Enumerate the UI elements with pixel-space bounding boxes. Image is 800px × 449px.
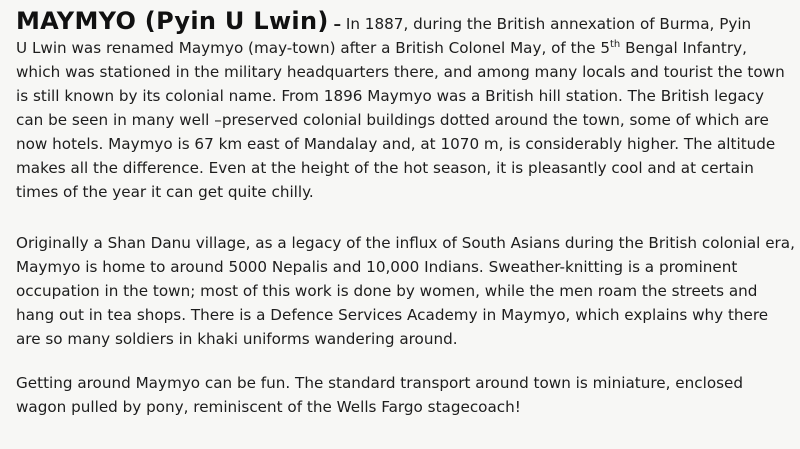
paragraph-1-line-1 xyxy=(16,6,788,36)
paragraph-spacer xyxy=(16,351,788,371)
text-line: U Lwin was renamed Maymyo (may-town) after a British Colonel May, of the 5 xyxy=(16,39,611,57)
paragraph-1-line-5: can be seen in many well –preserved colonial buildings dotted around the town, some of which are xyxy=(16,111,769,129)
paragraph-3-line-1: Getting around Maymyo can be fun. The standard transport around town is miniature, enclosed xyxy=(16,374,744,392)
paragraph-1-line-6: now hotels. Maymyo is 67 km east of Mandalay and, at 1070 m, is considerably higher. The altitude xyxy=(16,135,776,153)
paragraph-2-line-5: are so many soldiers in khaki uniforms wandering around. xyxy=(16,330,458,348)
document-page xyxy=(16,6,795,419)
paragraph-1-line-2 xyxy=(16,36,788,60)
paragraph-2 xyxy=(16,231,795,351)
article-title: MAYMYO (Pyin U Lwin) xyxy=(16,7,329,35)
text-line: In 1887, during the British annexation of Burma, Pyin xyxy=(341,15,752,33)
paragraph-2-line-4: hang out in tea shops. There is a Defence Services Academy in Maymyo, which explains why there xyxy=(16,306,769,324)
paragraph-3 xyxy=(16,371,788,419)
paragraph-1-line-3: which was stationed in the military headquarters there, and among many locals and tourist the town xyxy=(16,63,785,81)
paragraph-1-line-8: times of the year it can get quite chilly. xyxy=(16,183,314,201)
title-dash: – xyxy=(333,15,342,33)
paragraph-2-line-2: Maymyo is home to around 5000 Nepalis and 10,000 Indians. Sweather-knitting is a prominent xyxy=(16,258,738,276)
paragraph-2-line-1: Originally a Shan Danu village, as a legacy of the influx of South Asians during the British colonial era, xyxy=(16,234,795,252)
ordinal-superscript: th xyxy=(610,38,621,50)
text-line: Bengal Infantry, xyxy=(620,39,747,57)
paragraph-spacer xyxy=(16,204,788,231)
paragraph-1 xyxy=(16,6,788,204)
paragraph-3-line-2: wagon pulled by pony, reminiscent of the Wells Fargo stagecoach! xyxy=(16,398,521,416)
paragraph-1-line-4: is still known by its colonial name. From 1896 Maymyo was a British hill station. The British legacy xyxy=(16,87,764,105)
paragraph-1-line-7: makes all the difference. Even at the height of the hot season, it is pleasantly cool and at certain xyxy=(16,159,754,177)
paragraph-2-line-3: occupation in the town; most of this work is done by women, while the men roam the streets and xyxy=(16,282,758,300)
